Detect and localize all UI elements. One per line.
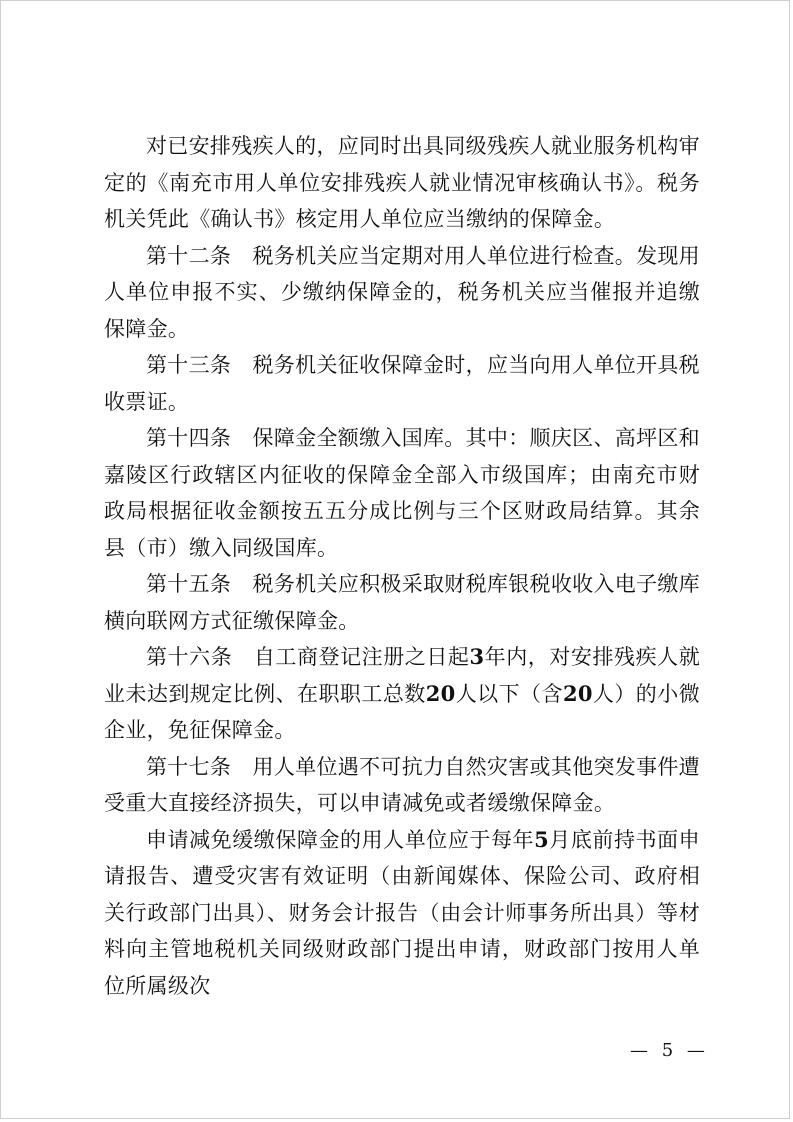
page-number: — 5 — <box>630 1040 709 1061</box>
paragraph-article-14: 第十四条 保障金全额缴入国库。其中：顺庆区、高坪区和嘉陵区行政辖区内征收的保障金全部入市级国库；由南充市财政局根据征收金额按五五分成比例与三个区财政局结算。其余县（市）缴入同级国库。 <box>104 426 700 560</box>
document-body <box>104 128 700 1004</box>
paragraph-article-12: 第十二条 税务机关应当定期对用人单位进行检查。发现用人单位申报不实、少缴纳保障金的，税务机关应当催报并追缴保障金。 <box>104 243 700 341</box>
paragraph-article-13: 第十三条 税务机关征收保障金时，应当向用人单位开具税收票证。 <box>104 353 700 414</box>
paragraph-article-15: 第十五条 税务机关应积极采取财税库银税收收入电子缴库横向联网方式征缴保障金。 <box>104 572 700 633</box>
paragraph-application: 申请减免缓缴保障金的用人单位应于每年5月底前持书面申请报告、遭受灾害有效证明（由新闻媒体、保险公司、政府相关行政部门出具）、财务会计报告（由会计师事务所出具）等材料向主管地税机关同级财政部门提出申请，财政部门按用人单位所属级次 <box>104 826 700 998</box>
paragraph-article-16: 第十六条 自工商登记注册之日起3年内，对安排残疾人就业未达到规定比例、在职职工总数20人以下（含20人）的小微企业，免征保障金。 <box>104 644 701 742</box>
paragraph-1: 对已安排残疾人的，应同时出具同级残疾人就业服务机构审定的《南充市用人单位安排残疾人就业情况审核确认书》。税务机关凭此《确认书》核定用人单位应当缴纳的保障金。 <box>104 134 700 231</box>
paragraph-article-17: 第十七条 用人单位遇不可抗力自然灾害或其他突发事件遭受重大直接经济损失，可以申请减免或者缓缴保障金。 <box>104 754 700 815</box>
